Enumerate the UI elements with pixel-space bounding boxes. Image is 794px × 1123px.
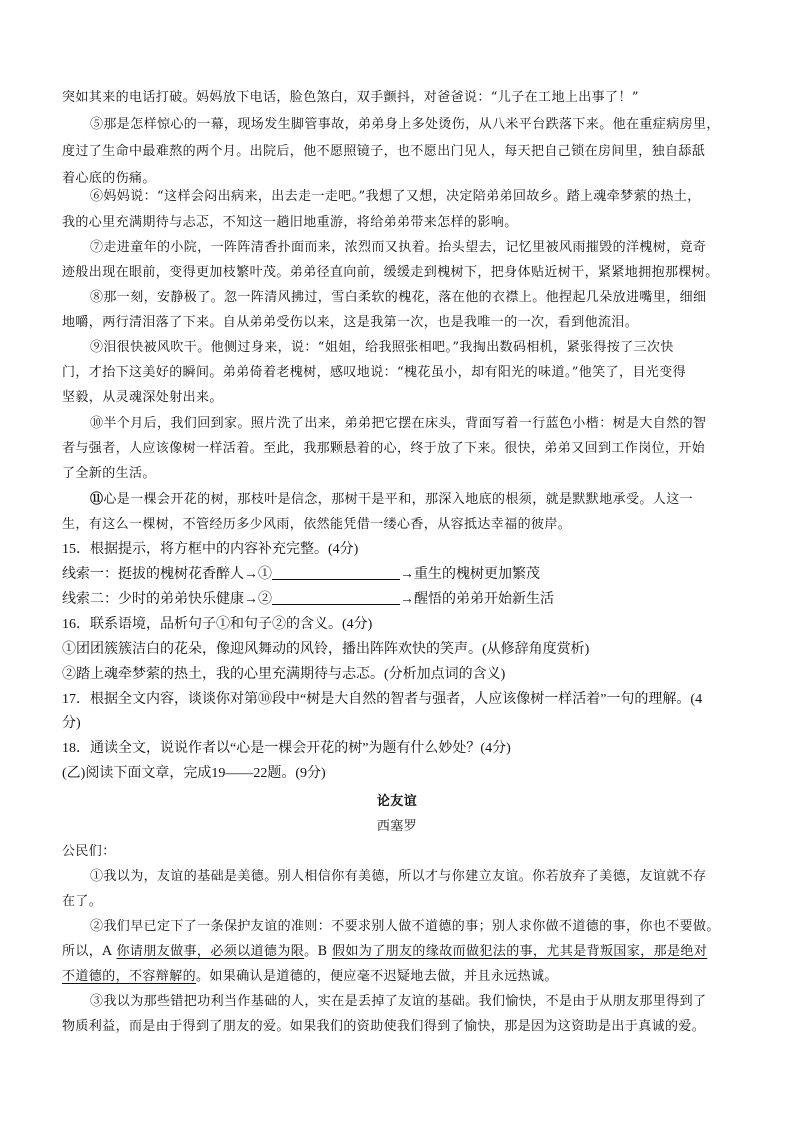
- underlined-sentence-b-cont: 不道德的，不容辩解的: [62, 969, 197, 984]
- paragraph-2-line: [62, 942, 707, 962]
- paragraph-8-line: ⑧那一刻，安静极了。忽一阵清风拂过，雪白柔软的槐花，落在他的衣襟上。他捏起几朵放进嘴里，细细: [90, 290, 707, 305]
- article-title: 论友谊: [376, 794, 418, 809]
- passage-line: 门，才抬下这美好的瞬间。弟弟倚着老槐树，感叹地说：“槐花虽小，却有阳光的味道。”他笑了，目光变得: [62, 365, 686, 380]
- paragraph-2-text: 。如果确认是道德的，便应毫不迟疑地去做，并且永远热诚。: [196, 969, 558, 984]
- answer-blank-1[interactable]: [272, 565, 400, 580]
- clue-2-prefix: 线索二：少时的弟弟快乐健康→②: [62, 592, 272, 607]
- clue-2: [62, 590, 554, 610]
- question-16: 16．联系语境，品析句子①和句子②的含义。(4分): [62, 617, 373, 632]
- paragraph-2-line: ②我们早已定下了一条保护友谊的准则：不要求别人做不道德的事；别人求你做不道德的事，你也不要做。: [90, 919, 720, 934]
- sentence-2-text: ②踏上魂牵梦萦的热土，我的心里充满: [62, 667, 300, 682]
- passage-line: 地嚼，两行清泪落了下来。自从弟弟受伤以来，这是我第一次，也是我唯一的一次，看到他流泪。: [62, 315, 639, 330]
- paragraph-11-text: 心是一棵会开花的树，那枝叶是信念，那树干是平和，那深入地底的根须，就是默默地承受。人这一: [103, 492, 694, 507]
- paragraph-3-line: ③我以为那些错把功利当作基础的人，实在是丢掉了友谊的基础。我们愉快，不是由于从朋友那里得到了: [90, 994, 707, 1009]
- paragraph-10-line: ⑩半个月后，我们回到家。照片洗了出来，弟弟把它摆在床头，背面写着一行蓝色小楷：树是大自然的智: [90, 416, 707, 431]
- passage-line: 度过了生命中最难熬的两个月。出院后，他不愿照镜子，也不愿出门见人，每天把自己锁在房间里，独自舔舐: [62, 144, 706, 159]
- answer-blank-2[interactable]: [272, 590, 400, 605]
- paragraph-2-text: 。B: [304, 944, 333, 959]
- salutation: 公民们：: [62, 844, 116, 859]
- passage-line: 生，有这么一棵树，不管经历多少风雨，依然能凭借一缕心香，从容抵达幸福的彼岸。: [62, 517, 572, 532]
- passage-line: 迹般出现在眼前，变得更加枝繁叶茂。弟弟径直向前，缓缓走到槐树下，把身体贴近树干，紧紧地拥抱那棵树。: [62, 265, 719, 280]
- paragraph-2-line: [62, 967, 558, 987]
- passage-line: 坚毅，从灵魂深处射出来。: [62, 390, 223, 405]
- passage-line: 了全新的生活。: [62, 466, 156, 481]
- paragraph-1-line: 在了。: [62, 894, 103, 909]
- clue-1-prefix: 线索一：挺拔的槐树花香醉人→①: [62, 567, 272, 582]
- sentence-1: ①团团簇簇洁白的花朵，像迎风舞动的风铃，播出阵阵欢快的笑声。(从修辞角度赏析): [62, 642, 590, 657]
- question-18: 18．通读全文，说说作者以“心是一棵会开花的树”为题有什么妙处？(4分): [62, 741, 511, 756]
- paragraph-2-text: 所以，A: [62, 944, 117, 959]
- question-17-cont: 分): [62, 716, 81, 731]
- clue-1: [62, 565, 540, 585]
- underlined-sentence-a: 你请朋友做事，必须以道德为限: [116, 944, 305, 959]
- dotted-words: 期待与忐忑: [300, 667, 370, 682]
- sentence-2: [62, 665, 505, 685]
- passage-line: 者与强者，人应该像树一样活着。至此，我那颗悬着的心，终于放了下来。很快，弟弟又回到工作岗位，开始: [62, 441, 706, 456]
- clue-1-suffix: →重生的槐树更加繁茂: [400, 567, 540, 582]
- underlined-sentence-b: 假如为了朋友的缘故而做犯法的事，尤其是背叛国家，那是绝对: [332, 944, 708, 959]
- paragraph-6-line: ⑥妈妈说：“这样会闷出病来，出去走一走吧。”我想了又想，决定陪弟弟回故乡。踏上魂牵梦萦的热土，: [90, 189, 701, 204]
- paragraph-1-line: ①我以为，友谊的基础是美德。别人相信你有美德，所以才与你建立友谊。你若放弃了美德，友谊就不存: [90, 869, 707, 884]
- section-yi-heading: (乙)阅读下面文章，完成19——22题。(9分): [62, 766, 326, 781]
- clue-2-suffix: →醒悟的弟弟开始新生活: [400, 592, 554, 607]
- passage-line: 突如其来的电话打破。妈妈放下电话，脸色煞白，双手颤抖，对爸爸说：“儿子在工地上出事了！”: [62, 90, 639, 105]
- article-author: 西塞罗: [376, 819, 418, 834]
- paragraph-5-line: ⑤那是怎样惊心的一幕，现场发生脚管事故，弟弟身上多处烫伤，从八米平台跌落下来。他在重症病房里，: [90, 117, 720, 132]
- passage-line: 着心底的伤痛。: [62, 171, 156, 186]
- paragraph-11-marker: ⑪: [90, 492, 104, 507]
- question-17: 17．根据全文内容，谈谈你对第⑩段中“树是大自然的智者与强者，人应该像树一样活着”一句的理解。(4: [62, 692, 703, 707]
- paragraph-7-line: ⑦走进童年的小院，一阵阵清香扑面而来，浓烈而又执着。抬头望去，记忆里被风雨摧毁的洋槐树，竟奇: [90, 240, 707, 255]
- passage-line: 我的心里充满期待与忐忑，不知这一趟旧地重游，将给弟弟带来怎样的影响。: [62, 215, 518, 230]
- paragraph-3-line: 物质利益，而是由于得到了朋友的爱。如果我们的资助使我们得到了愉快，那是因为这资助是出于真诚的爱。: [62, 1019, 706, 1034]
- paragraph-11-line: [90, 490, 693, 510]
- question-15: 15．根据提示，将方框中的内容补充完整。(4分): [62, 542, 359, 557]
- sentence-2-note: 。(分析加点词的含义): [370, 667, 506, 682]
- paragraph-9-line: ⑨泪很快被风吹干。他侧过身来，说：“姐姐，给我照张相吧。”我掏出数码相机，紧张得按了三次快: [90, 340, 674, 355]
